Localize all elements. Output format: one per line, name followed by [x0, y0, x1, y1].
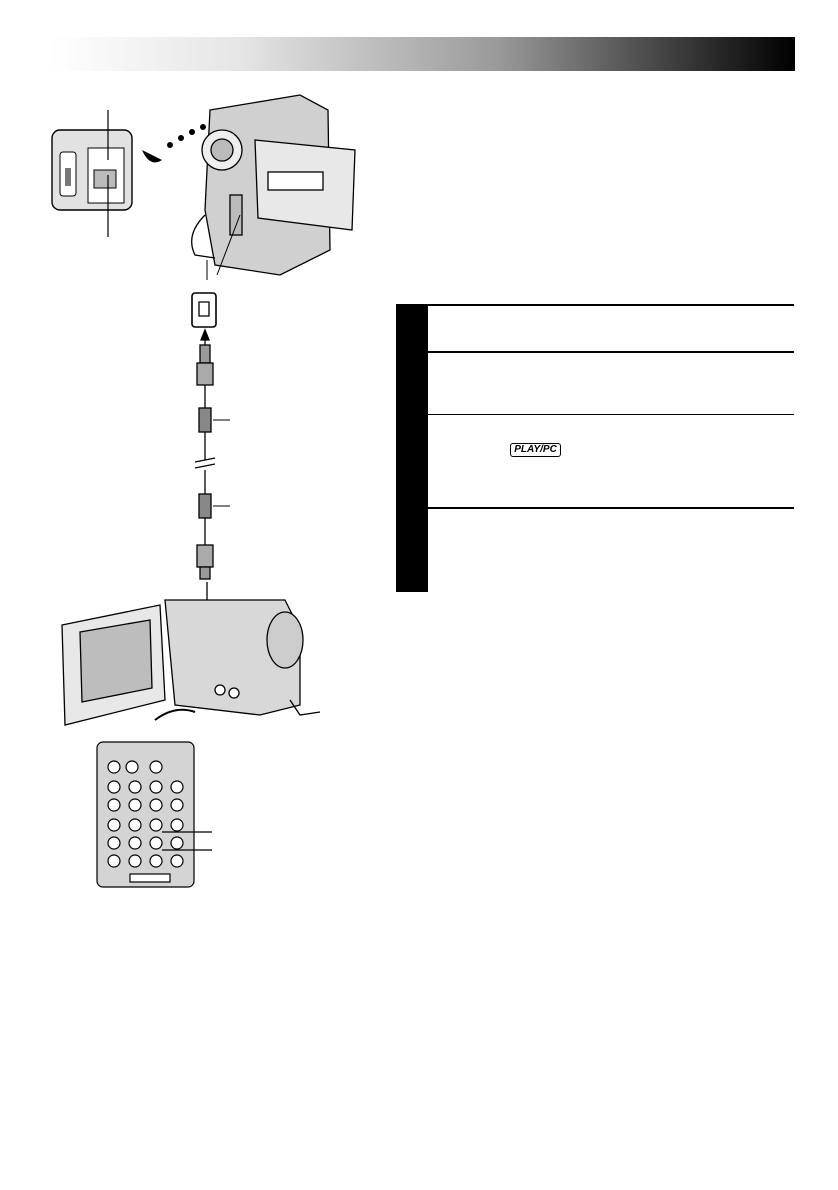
step-divider [428, 414, 794, 415]
camcorder-recorder-icon [62, 600, 320, 725]
step-divider [428, 304, 794, 306]
remote-control-icon [97, 742, 212, 887]
camcorder-source-icon [192, 95, 355, 275]
play-pc-key-label: PLAY/PC [510, 443, 561, 457]
step-divider [428, 507, 794, 509]
step-divider [428, 351, 794, 353]
section-tab [396, 304, 428, 592]
power-switch-inset-icon [52, 110, 132, 237]
